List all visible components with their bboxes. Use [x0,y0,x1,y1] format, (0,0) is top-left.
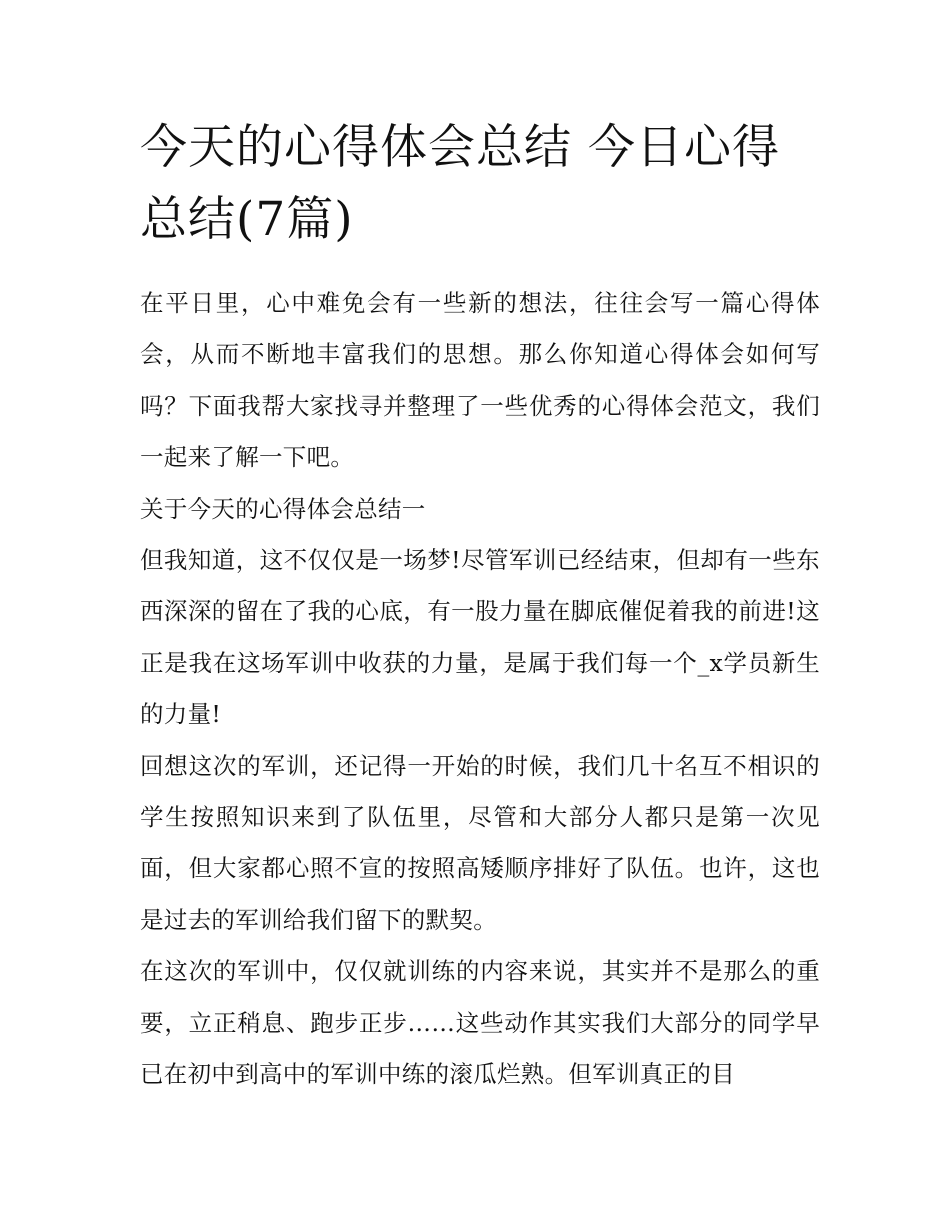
document-title: 今天的心得体会总结 今日心得总结(7篇) [140,120,780,247]
body-paragraph: 回想这次的军训，还记得一开始的时候，我们几十名互不相识的学生按照知识来到了队伍里，尽管和大部分人都只是第一次见面，但大家都心照不宣的按照高矮顺序排好了队伍。也许，这也是过去的军训给我们留下的默契。 [140,751,820,934]
section-heading: 关于今天的心得体会总结一 [140,494,426,523]
document-body [140,112,820,1101]
intro-paragraph: 在平日里，心中难免会有一些新的想法，往往会写一篇心得体会，从而不断地丰富我们的思想。那么你知道心得体会如何写吗？下面我帮大家找寻并整理了一些优秀的心得体会范文，我们一起来了解一下吧。 [140,289,820,472]
body-paragraph: 在这次的军训中，仅仅就训练的内容来说，其实并不是那么的重要，立正稍息、跑步正步……这些动作其实我们大部分的同学早已在初中到高中的军训中练的滚瓜烂熟。但军训真正的目 [140,957,820,1089]
body-paragraph: 但我知道，这不仅仅是一场梦!尽管军训已经结束，但却有一些东西深深的留在了我的心底，有一股力量在脚底催促着我的前进!这正是我在这场军训中收获的力量，是属于我们每一个_x学员新生的力量! [140,546,820,729]
